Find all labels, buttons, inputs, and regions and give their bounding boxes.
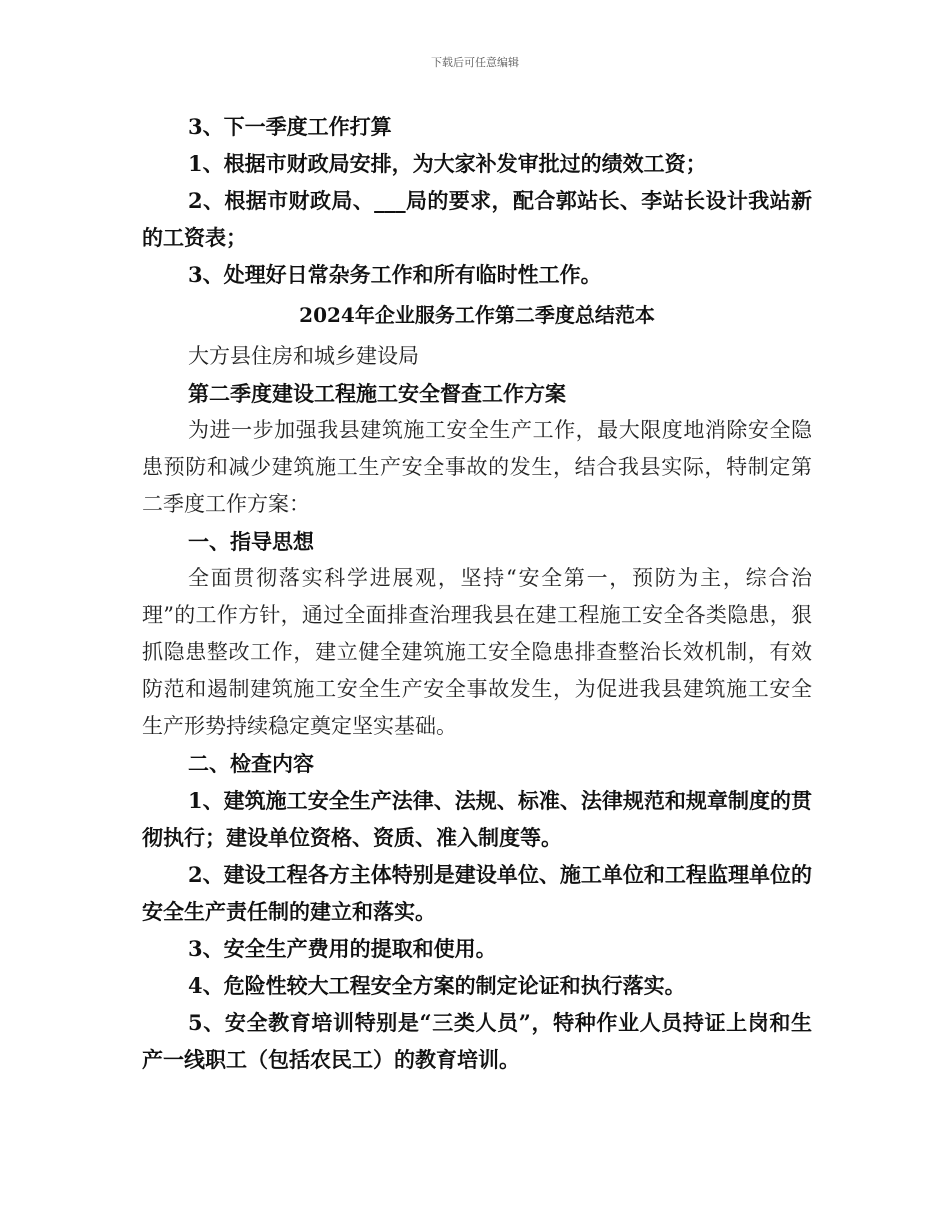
organization-name: 大方县住房和城乡建设局 [188,344,419,368]
plan-item: 1、根据市财政局安排，为大家补发审批过的绩效工资； [188,151,707,176]
section-heading: 二、检查内容 [188,751,314,776]
check-item: 5、安全教育培训特别是“三类人员”，特种作业人员持证上岗和生产一线职工（包括农民工）的教育培训。 [142,1010,812,1072]
document-title: 2024年企业服务工作第二季度总结范本 [299,303,655,327]
plan-title: 第二季度建设工程施工安全督查工作方案 [188,381,566,406]
page-header: 下载后可任意编辑 [431,56,519,69]
check-item: 4、危险性较大工程安全方案的制定论证和执行落实。 [188,973,686,998]
plan-item: 2、根据市财政局、___局的要求，配合郭站长、李站长设计我站新的工资表； [142,188,812,250]
check-item: 3、安全生产费用的提取和使用。 [188,936,497,961]
check-item: 2、建设工程各方主体特别是建设单位、施工单位和工程监理单位的安全生产责任制的建立和落实。 [142,862,812,924]
section-heading: 一、指导思想 [188,529,314,554]
check-item: 1、建筑施工安全生产法律、法规、标准、法律规范和规章制度的贯彻执行；建设单位资格、资质、准入制度等。 [142,788,812,850]
section-heading: 3、下一季度工作打算 [188,114,392,139]
body-paragraph: 全面贯彻落实科学进展观，坚持“安全第一，预防为主，综合治理”的工作方针，通过全面排查治理我县在建工程施工安全各类隐患，狠抓隐患整改工作，建立健全建筑施工安全隐患排查整治长效机制，有效防范和遏制建筑施工安全生产安全事故发生，为促进我县建筑施工安全生产形势持续稳定奠定坚实基础。 [142,566,812,738]
plan-item: 3、处理好日常杂务工作和所有临时性工作。 [188,262,602,287]
intro-paragraph: 为进一步加强我县建筑施工安全生产工作，最大限度地消除安全隐患预防和减少建筑施工生产安全事故的发生，结合我县实际，特制定第二季度工作方案： [142,418,812,516]
document-body [142,108,812,1078]
